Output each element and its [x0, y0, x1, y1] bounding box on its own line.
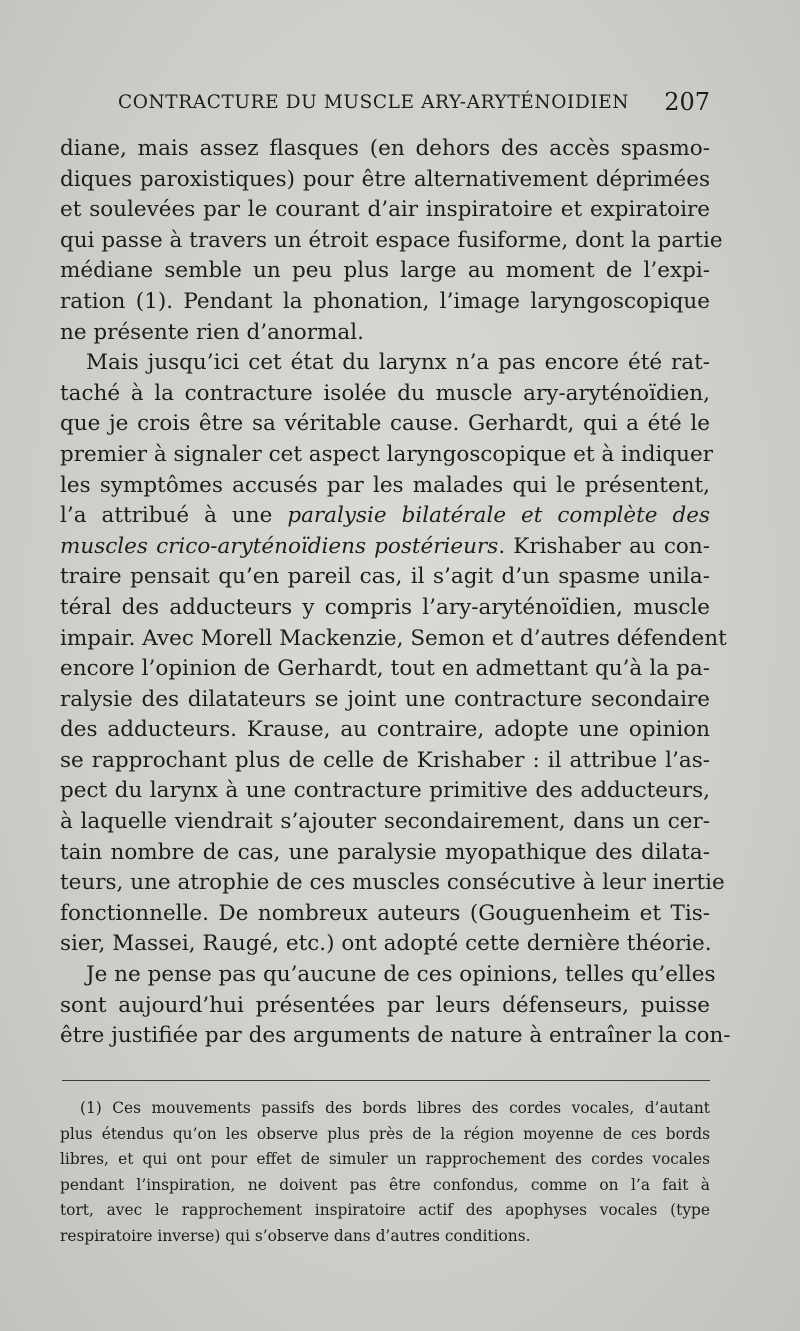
text-line: qui passe à travers un étroit espace fusiforme, dont la partie	[60, 227, 723, 253]
footnote-line: (1) Ces mouvements passifs des bords libres des cordes vocales, d’autant	[80, 1099, 710, 1117]
text-line: Je ne pense pas qu’aucune de ces opinions, telles qu’elles	[86, 962, 716, 988]
text-line: ralysie des dilatateurs se joint une contracture secondaire	[60, 686, 710, 712]
text-line: traire pensait qu’en pareil cas, il s’agit d’un spasme unila-	[60, 564, 710, 590]
text-line: à laquelle viendrait s’ajouter secondairement, dans un cer-	[60, 809, 710, 835]
text-line: médiane semble un peu plus large au moment de l’expi-	[60, 258, 710, 284]
text-roman: l’a attribué à une	[60, 503, 288, 529]
footnote-line: plus étendus qu’on les observe plus près de la région moyenne de ces bords	[60, 1124, 710, 1143]
text-line: fonctionnelle. De nombreux auteurs (Gouguenheim et Tis-	[60, 900, 710, 926]
text-line: sont aujourd’hui présentées par leurs défenseurs, puisse	[60, 992, 710, 1018]
body-text	[60, 134, 731, 1052]
text-line: encore l’opinion de Gerhardt, tout en admettant qu’à la pa-	[60, 656, 710, 682]
text-line: impair. Avec Morell Mackenzie, Semon et d’autres défendent	[60, 625, 727, 651]
running-title: CONTRACTURE DU MUSCLE ARY-ARYTÉNOIDIEN	[118, 92, 630, 113]
text-line: ration (1). Pendant la phonation, l’image laryngoscopique	[60, 288, 710, 314]
footnotes	[60, 1096, 710, 1250]
text-italic: muscles crico-aryténoïdiens postérieurs	[60, 533, 499, 559]
text-line: teurs, une atrophie de ces muscles consécutive à leur inertie	[60, 870, 725, 896]
text-line-mixed	[60, 501, 710, 532]
footnote-line: libres, et qui ont pour effet de simuler un rapprochement des cordes vocales	[60, 1150, 710, 1169]
footnote-line: respiratoire inverse) qui s’observe dans d’autres conditions.	[60, 1226, 531, 1245]
footnote-line: pendant l’inspiration, ne doivent pas être confondus, comme on l’a fait à	[60, 1175, 710, 1194]
text-italic: paralysie bilatérale et complète des	[287, 503, 711, 529]
footnote-line: tort, avec le rapprochement inspiratoire actif des apophyses vocales (type	[60, 1201, 710, 1220]
page-number: 207	[664, 88, 710, 116]
text-line: téral des adducteurs y compris l’ary-aryténoïdien, muscle	[60, 594, 710, 620]
text-line: être justifiée par des arguments de nature à entraîner la con-	[60, 1023, 731, 1049]
text-line: pect du larynx à une contracture primitive des adducteurs,	[60, 778, 710, 804]
text-line: se rapprochant plus de celle de Krishaber : il attribue l’as-	[60, 747, 710, 773]
text-line: tain nombre de cas, une paralysie myopathique des dilata-	[60, 839, 710, 865]
text-line-mixed	[60, 532, 710, 563]
text-line: taché à la contracture isolée du muscle ary-aryténoïdien,	[60, 380, 710, 406]
text-line: que je crois être sa véritable cause. Gerhardt, qui a été le	[60, 411, 710, 437]
text-line: sier, Massei, Raugé, etc.) ont adopté cette dernière théorie.	[60, 931, 712, 957]
page-header	[118, 88, 710, 120]
text-line: ne présente rien d’anormal.	[60, 319, 364, 345]
footnote-divider	[62, 1080, 710, 1081]
text-roman: . Krishaber au con-	[498, 533, 710, 559]
text-line: diques paroxistiques) pour être alternativement déprimées	[60, 166, 710, 192]
text-line: les symptômes accusés par les malades qui le présentent,	[60, 472, 710, 498]
text-line: premier à signaler cet aspect laryngoscopique et à indiquer	[60, 441, 713, 467]
text-line: et soulevées par le courant d’air inspiratoire et expiratoire	[60, 197, 710, 223]
text-line: des adducteurs. Krause, au contraire, adopte une opinion	[60, 717, 710, 743]
text-line: Mais jusqu’ici cet état du larynx n’a pas encore été rat-	[86, 350, 710, 376]
text-line: diane, mais assez flasques (en dehors des accès spasmo-	[60, 136, 710, 161]
